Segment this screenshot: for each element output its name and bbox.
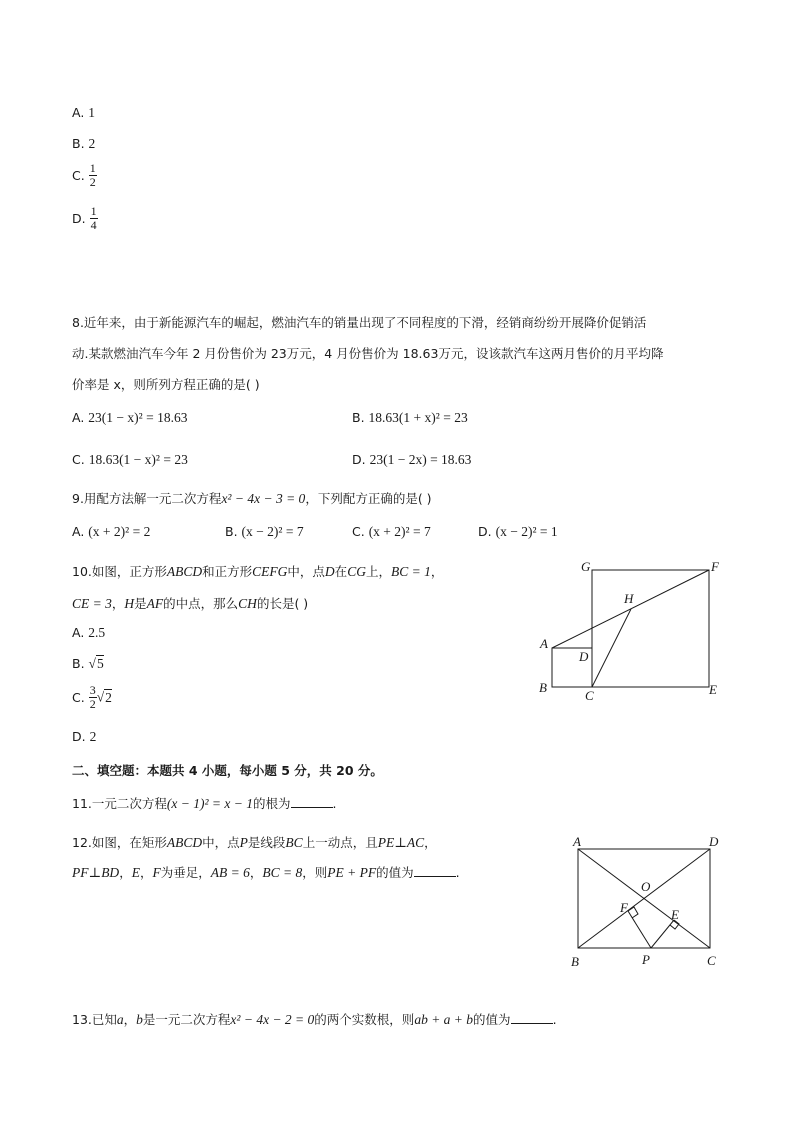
label-h: H xyxy=(624,591,634,606)
q10-option-a: A. 2.5 xyxy=(72,625,106,640)
label-d: D xyxy=(709,834,719,849)
label-a: A xyxy=(540,636,548,651)
q7-option-c: C. $\frac{1}{2}$ xyxy=(72,161,96,189)
segment-pe xyxy=(651,920,674,948)
q9-option-a: A. (x + 2)² = 2 xyxy=(72,524,151,539)
q10-figure xyxy=(530,555,730,705)
label-o: O xyxy=(641,879,651,894)
label-f: F xyxy=(711,559,719,574)
label-e: E xyxy=(671,907,679,922)
q8-option-d: D. 23(1 − 2x) = 18.63 xyxy=(352,452,472,467)
q11-answer-blank[interactable] xyxy=(291,795,333,808)
q9-option-d: D. (x − 2)² = 1 xyxy=(478,524,558,539)
label-c: C xyxy=(707,953,716,968)
q7-option-b: B. 2 xyxy=(72,136,96,151)
q7-option-a: A. 1 xyxy=(72,105,96,120)
label-f: F xyxy=(620,900,628,915)
q10-option-b: B. √5 xyxy=(72,656,104,671)
q8-stem-line1: 8.近年来，由于新能源汽车的崛起，燃油汽车的销量出现了不同程度的下滑，经销商纷纷开展降价促销活 xyxy=(72,315,647,330)
label-c: C xyxy=(585,688,594,703)
q8-stem-line3: 价率是 x，则所列方程正确的是( ) xyxy=(72,377,260,392)
q8-option-c: C. 18.63(1 − x)² = 23 xyxy=(72,452,188,467)
q7-option-d: D. $\frac{1}{4}$ xyxy=(72,204,97,232)
q9-stem: 9.用配方法解一元二次方程x² − 4x − 3 = 0，下列配方正确的是( ) xyxy=(72,491,432,506)
label-e: E xyxy=(709,682,717,697)
label-d: D xyxy=(579,649,589,664)
square-cefg xyxy=(592,570,709,687)
q13-answer-blank[interactable] xyxy=(511,1011,553,1024)
label-p: P xyxy=(642,952,650,967)
label-b: B xyxy=(539,680,547,695)
q12-figure xyxy=(565,830,730,975)
q8-option-b: B. 18.63(1 + x)² = 23 xyxy=(352,410,468,425)
segment-ch xyxy=(592,609,631,687)
section2-title: 二、填空题：本题共 4 小题，每小题 5 分，共 20 分。 xyxy=(72,763,383,778)
q10-stem-line2: CE = 3，H是AF的中点，那么CH的长是( ) xyxy=(72,596,309,611)
label-a: A xyxy=(573,834,581,849)
q8-stem-line2: 动.某款燃油汽车今年 2 月份售价为 23万元，4 月份售价为 18.63万元，设该款汽车这两月售价的月平均降 xyxy=(72,346,664,361)
q12-stem-line1: 12.如图，在矩形ABCD中，点P是线段BC上一动点，且PE⊥AC， xyxy=(72,835,437,850)
q10-stem-line1: 10.如图，正方形ABCD和正方形CEFG中，点D在CG上，BC = 1， xyxy=(72,564,444,579)
q10-option-c: C. $\frac{3}{2}$ √2 xyxy=(72,683,112,711)
q12-answer-blank[interactable] xyxy=(414,864,456,877)
q8-option-a: A. 23(1 − x)² = 18.63 xyxy=(72,410,188,425)
segment-pf xyxy=(628,911,651,948)
q12-stem-line2: PF⊥BD，E，F为垂足，AB = 6，BC = 8，则PE + PF的值为 . xyxy=(72,865,460,880)
q9-option-c: C. (x + 2)² = 7 xyxy=(352,524,431,539)
label-b: B xyxy=(571,954,579,969)
q9-option-b: B. (x − 2)² = 7 xyxy=(225,524,304,539)
q13-stem: 13.已知a，b是一元二次方程x² − 4x − 2 = 0的两个实数根，则ab + a + b的值为 . xyxy=(72,1012,557,1027)
label-g: G xyxy=(581,559,591,574)
q10-option-d: D. 2 xyxy=(72,729,97,744)
q11-stem: 11.一元二次方程(x − 1)² = x − 1的根为 . xyxy=(72,796,337,811)
